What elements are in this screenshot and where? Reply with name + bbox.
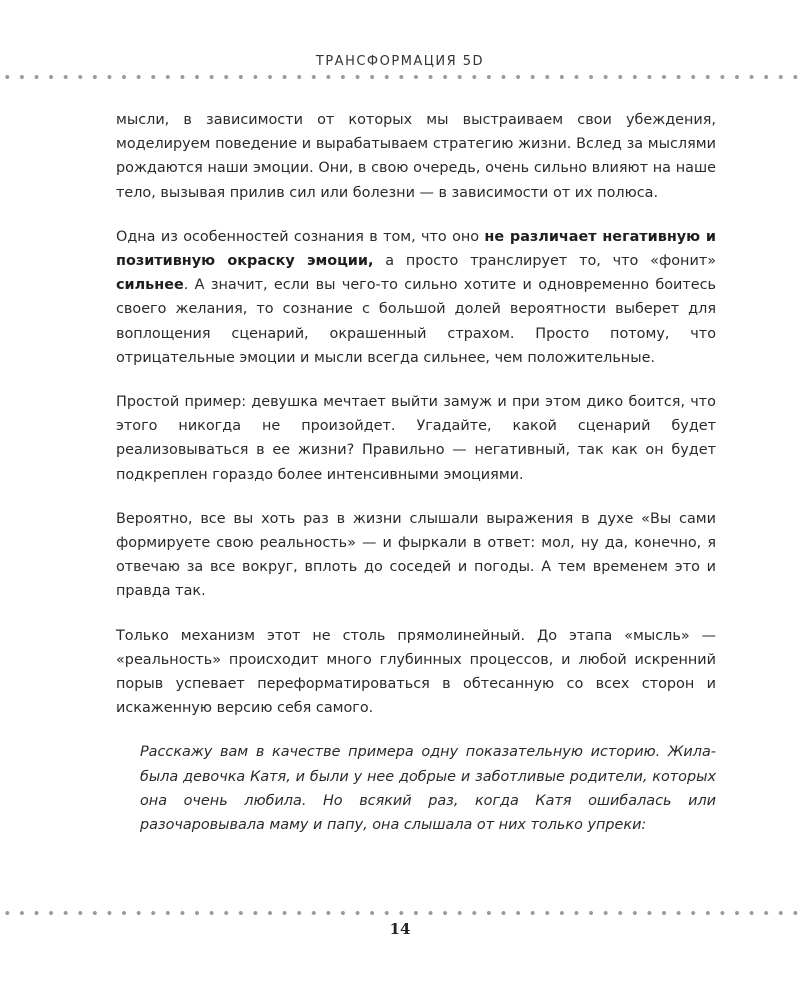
- page-body: [116, 108, 716, 837]
- paragraph-2-text-a: Одна из особенностей сознания в том, что оно: [116, 228, 485, 245]
- top-dotted-divider: [0, 74, 800, 80]
- italic-quote-paragraph: Расскажу вам в качестве примера одну показательную историю. Жила-была девочка Катя, и были у нее добрые и заботливые родители, которых она очень любила. Но всякий раз, когда Катя ошибалась или разочаровывала маму и папу, она слышала от них только упреки:: [140, 744, 716, 834]
- paragraph-1: мысли, в зависимости от которых мы выстраиваем свои убеждения, моделируем поведение и вырабатываем стратегию жизни. Вслед за мыслями рождаются наши эмоции. Они, в свою очередь, очень сильно влияют на наше тело, вызывая прилив сил или болезни — в зависимости от их полюса.: [116, 112, 716, 201]
- paragraph-2-text-c: а просто транслирует то, что «фонит»: [373, 253, 717, 270]
- running-header-title: ТРАНСФОРМАЦИЯ 5D: [315, 54, 485, 69]
- paragraph-2-bold-word: сильнее: [116, 277, 184, 294]
- paragraph-3: Простой пример: девушка мечтает выйти замуж и при этом дико боится, что этого никогда не произойдет. Угадайте, какой сценарий будет реализовываться в ее жизни? Правильно — негативный, так как он будет подкреплен гораздо более интенсивными эмоциями.: [116, 394, 716, 483]
- page-number: 14: [389, 920, 411, 938]
- paragraph-2-text-e: . А значит, если вы чего-то сильно хотите и одновременно боитесь своего желания, то сознание с большой долей вероятности выберет для воплощения сценарий, окрашенный страхом. Просто потому, что отрицательные эмоции и мысли всегда сильнее, чем положительные.: [116, 277, 716, 366]
- paragraph-5: Только механизм этот не столь прямолинейный. До этапа «мысль» — «реальность» происходит много глубинных процессов, и любой искренний порыв успевает переформатироваться в обтесанную со всех сторон и искаженную версию себя самого.: [116, 627, 716, 717]
- paragraph-4: Вероятно, все вы хоть раз в жизни слышали выражения в духе «Вы сами формируете свою реальность» — и фыркали в ответ: мол, ну да, конечно, я отвечаю за все вокруг, вплоть до соседей и погоды. А тем временем это и правда так.: [116, 510, 716, 600]
- paragraph-2: [116, 225, 716, 370]
- paragraph-2-bold-phrase: не различает негативную и позитивную окраску эмоции,: [116, 228, 716, 270]
- bottom-dotted-divider: [0, 910, 800, 916]
